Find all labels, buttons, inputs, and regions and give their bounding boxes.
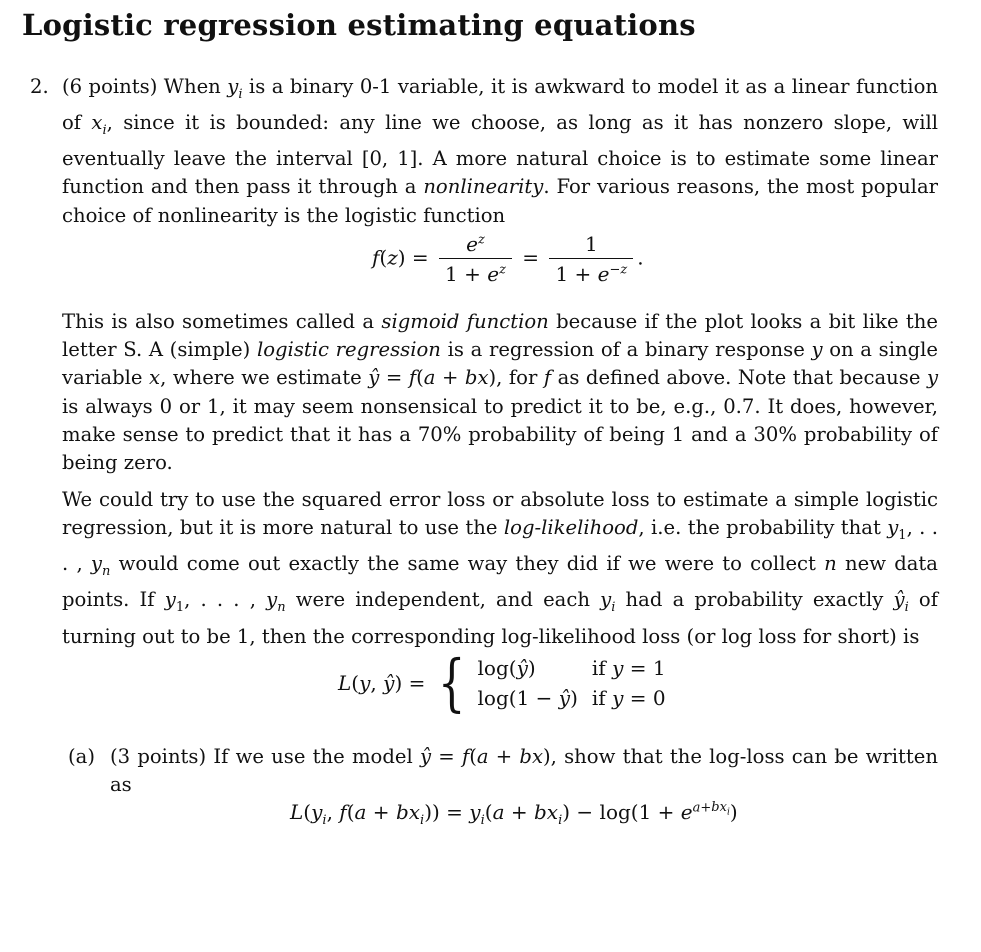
- nonlinearity-term: nonlinearity: [423, 175, 544, 199]
- sigmoid-paragraph: This is also sometimes called a sigmoid function because if the plot looks a bit like the letter S. A (simple) logistic regression is a regression of a binary response y on a single variable x, where we estimate ŷ = f(a + bx), for f as defined above. Note that because y is always 0 or 1, it may seem nonsensical to predict it to be, e.g., 0.7. It does, however, make sense to predict that it has a 70% probability of being 1 and a 30% probability of being zero.: [62, 310, 939, 475]
- problem-number: 2.: [30, 75, 49, 98]
- loss-equation: L(y, ŷ) = { log(ŷ) if y = 1 log(1 − ŷ) if y = 0: [338, 646, 666, 719]
- part-a-equation: $L(y_i$, $f(a + bx_i)) = y_i(a + bx_i) - \log(1 + e^{a+bx_i})$: [290, 800, 738, 828]
- logistic-function-equation: f(z) = $\frac{e^z}{1 + e^z}$ = $\frac{1}{1 + e^{-z}}$ .: [372, 232, 644, 286]
- intro-paragraph: (6 points) When $y_i$ is a binary 0-1 variable, it is awkward to model it as a linear function of $x_i$, since it is bounded: any line we choose, as long as it has nonzero slope, will eventually leave the interval [0, 1]. A more natural choice is to estimate some linear function and then pass it through a nonlinearity. For various reasons, the most popular choice of nonlinearity is the logistic function: [62, 75, 938, 227]
- page-title: Logistic regression estimating equations: [22, 8, 696, 42]
- part-a-label: (a): [68, 745, 95, 768]
- part-a-text: (3 points) If we use the model ŷ = f(a + bx), show that the log-loss can be written as: [110, 745, 939, 797]
- loglik-paragraph: We could try to use the squared error loss or absolute loss to estimate a simple logistic regression, but it is more natural to use the log-likelihood, i.e. the probability that $y_1$, . . . , $y_n$ would come out exactly the same way they did if we were to collect n new data points. If $y_1$, . . . , $y_n$ were independent, and each $y_i$ had a probability exactly $ŷ_i$ of turning out to be 1, then the corresponding log-likelihood loss (or log loss for short) is: [62, 488, 939, 648]
